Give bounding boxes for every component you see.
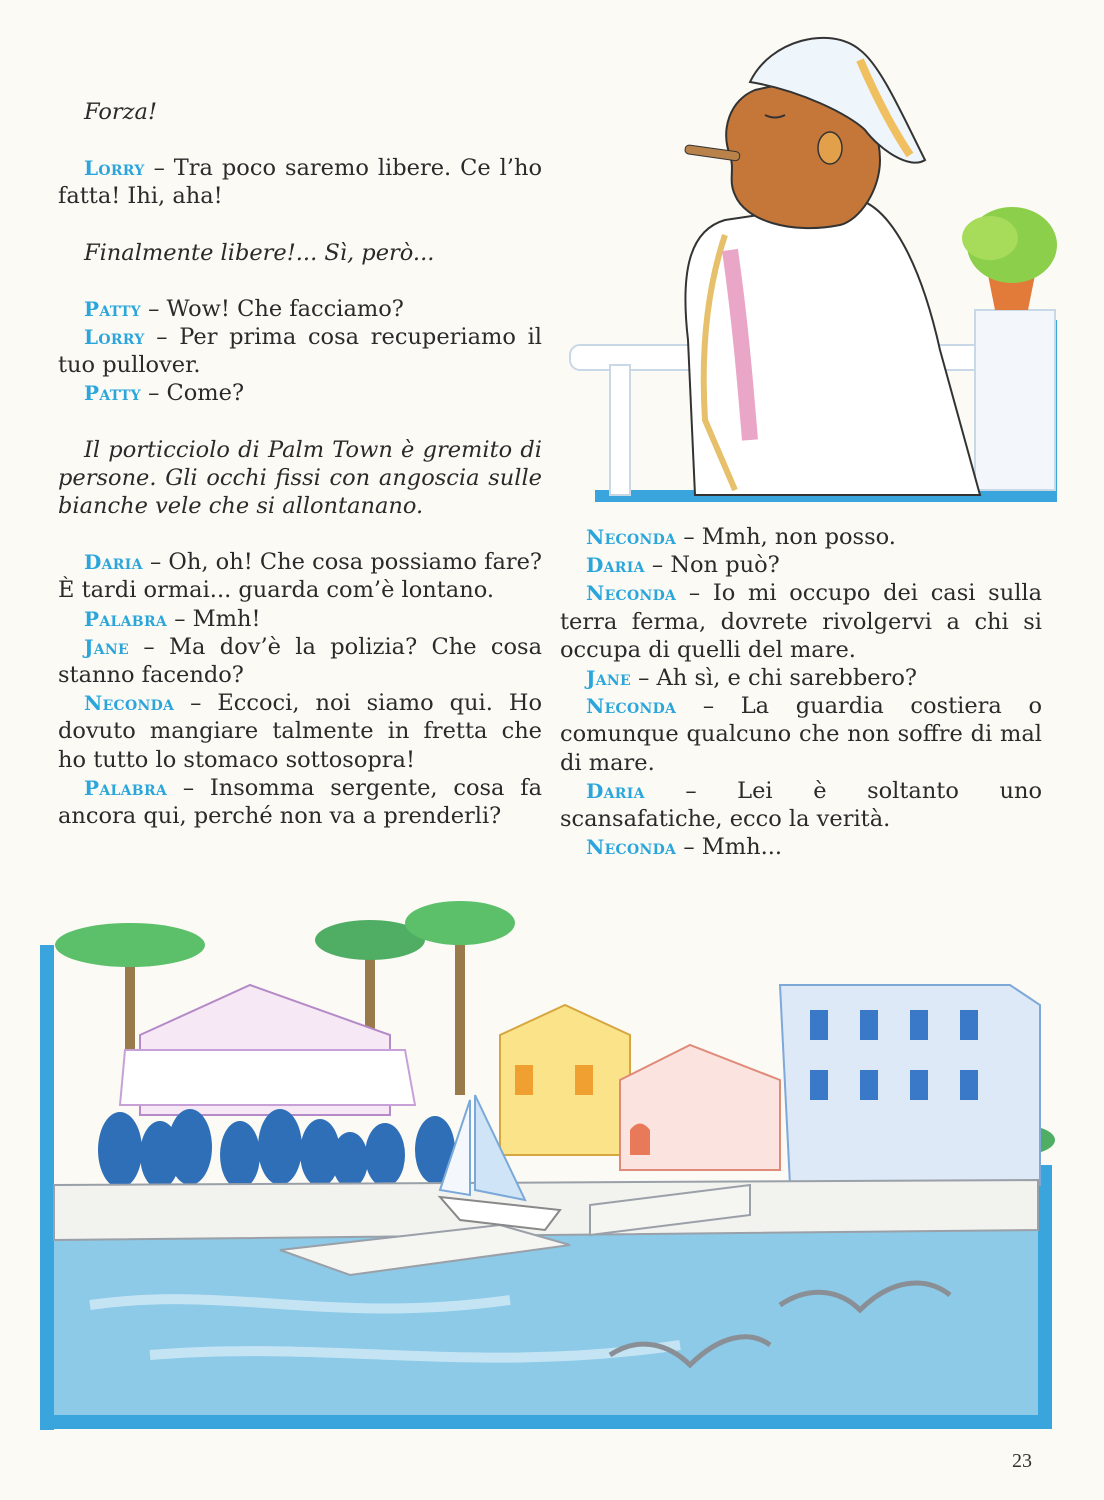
dialogue-line <box>58 154 542 210</box>
dialogue-text: – Oh, oh! Che cosa possiamo fare? È tardi ormai... guarda com’è lontano. <box>58 549 542 604</box>
dialogue-text: – Io mi occupo dei casi sulla terra ferma, dovrete rivolgervi a chi si occupa di quelli del mare. <box>560 580 1042 663</box>
crowd <box>98 1109 455 1189</box>
narration: Finalmente libere!... Sì, però... <box>84 239 435 266</box>
dialogue-text: – Ma dov’è la polizia? Che cosa stanno facendo? <box>58 633 543 689</box>
speaker-name: Neconda <box>84 691 175 716</box>
dialogue-line <box>560 777 1042 833</box>
speaker-name: Palabra <box>84 606 168 631</box>
dialogue-text: – Tra poco saremo libere. Ce l’ho fatta! Ihi, aha! <box>58 155 542 210</box>
sea <box>54 1225 1038 1415</box>
pillar <box>975 310 1055 490</box>
speaker-name: Palabra <box>84 775 168 800</box>
speaker-name: Daria <box>586 553 645 578</box>
harbor-illustration <box>30 885 1070 1445</box>
left-text-column <box>58 98 542 830</box>
dialogue-text: – Mmh... <box>683 834 783 861</box>
dialogue-text: – Wow! Che facciamo? <box>148 295 404 322</box>
right-text-column <box>560 523 1042 861</box>
frame-right <box>1038 1165 1052 1429</box>
speaker-name: Neconda <box>586 525 677 549</box>
dialogue-line <box>560 551 1042 579</box>
speaker-name: Daria <box>84 550 143 575</box>
frame-left <box>40 945 54 1430</box>
dialogue-text: – La guardia costiera o comunque qualcuno che non soffre di mal di mare. <box>560 693 1042 776</box>
man-with-hat-illustration <box>560 20 1080 520</box>
narration: Il porticciolo di Palm Town è gremito di persone. Gli occhi fissi con angoscia sulle bianche vele che si allontanano. <box>58 436 542 520</box>
dialogue-text: – Mmh, non posso. <box>683 524 896 550</box>
dialogue-text: – Non può? <box>651 552 780 579</box>
speaker-name: Patty <box>84 381 141 406</box>
dialogue-line <box>560 664 1042 692</box>
dialogue-line <box>58 774 542 830</box>
white-jacket <box>685 200 980 495</box>
dialogue-text: – Ah sì, e chi sarebbero? <box>638 665 917 692</box>
speaker-name: Lorry <box>84 156 145 181</box>
dialogue-line <box>58 323 542 379</box>
dialogue-line <box>560 833 1042 861</box>
dialogue-line <box>58 548 542 604</box>
dialogue-text: – Mmh! <box>174 605 261 632</box>
dialogue-text: – Come? <box>148 380 245 407</box>
dialogue-line <box>58 633 542 689</box>
speaker-name: Jane <box>586 666 631 691</box>
speaker-name: Daria <box>586 778 645 803</box>
dialogue-text: – Lei è soltanto uno scansafatiche, ecco la verità. <box>560 777 1042 833</box>
dialogue-line <box>58 689 542 774</box>
narration: Forza! <box>84 99 157 125</box>
dialogue-line <box>560 692 1042 777</box>
page-number: 23 <box>1012 1450 1032 1472</box>
dialogue-line <box>58 605 542 633</box>
dialogue-line <box>58 379 542 407</box>
frame-bottom <box>40 1415 1050 1429</box>
speaker-name: Neconda <box>586 835 677 860</box>
dialogue-text: – Insomma sergente, cosa fa ancora qui, perché non va a prenderli? <box>58 774 542 830</box>
speaker-name: Jane <box>84 634 129 659</box>
railing-post <box>610 365 630 495</box>
dialogue-text: – Eccoci, noi siamo qui. Ho dovuto mangiare talmente in fretta che ho tutto lo stomaco sottosopra! <box>58 690 542 773</box>
dialogue-line <box>560 579 1042 664</box>
speaker-name: Patty <box>84 296 141 321</box>
speaker-name: Lorry <box>84 325 145 350</box>
dialogue-line <box>560 523 1042 551</box>
speaker-name: Neconda <box>586 581 677 606</box>
ear <box>818 132 842 164</box>
dialogue-text: – Per prima cosa recuperiamo il tuo pullover. <box>58 324 542 379</box>
speaker-name: Neconda <box>586 694 677 719</box>
dialogue-line <box>58 295 542 323</box>
